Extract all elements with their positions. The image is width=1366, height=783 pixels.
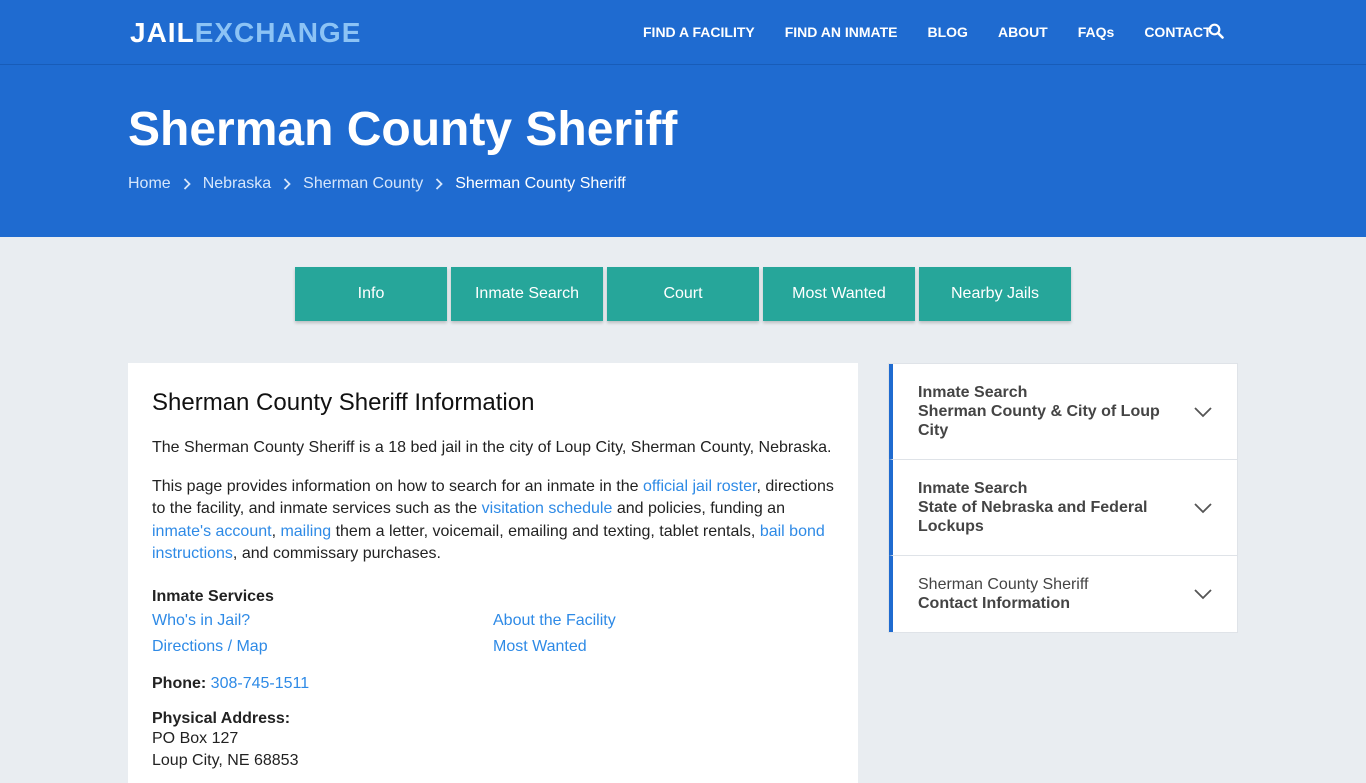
section-tabs: [295, 267, 1071, 321]
para-text: them a letter, voicemail, emailing and texting, tablet rentals,: [331, 522, 760, 540]
sidebar-accordion: [888, 363, 1238, 633]
description-paragraph: [152, 476, 834, 566]
accordion-item-inmate-search-state[interactable]: [889, 460, 1237, 556]
link-most-wanted[interactable]: Most Wanted: [493, 637, 587, 655]
address-line-2: Loup City, NE 68853: [152, 751, 299, 769]
accordion-item-inmate-search-county[interactable]: [889, 364, 1237, 460]
phone-row: [152, 675, 834, 693]
page-title: Sherman County Sheriff: [128, 103, 678, 156]
link-official-jail-roster[interactable]: official jail roster: [642, 477, 757, 495]
info-heading: Sherman County Sheriff Information: [152, 389, 535, 416]
link-mailing[interactable]: mailing: [280, 522, 332, 540]
para-text: , and commissary purchases.: [232, 545, 441, 562]
accordion-title: Inmate Search: [918, 384, 1028, 401]
main-nav: [628, 0, 1227, 64]
logo[interactable]: [130, 17, 361, 49]
link-visitation-schedule[interactable]: visitation schedule: [481, 500, 613, 517]
para-text: ,: [271, 522, 281, 540]
accordion-subtitle: Sherman County & City of Loup City: [918, 403, 1160, 439]
address-label: Physical Address:: [152, 709, 291, 727]
nav-faqs[interactable]: FAQs: [1077, 24, 1115, 40]
tab-inmate-search[interactable]: Inmate Search: [451, 267, 603, 321]
accordion-item-contact-info[interactable]: [889, 556, 1237, 632]
accordion-subtitle: State of Nebraska and Federal Lockups: [918, 499, 1148, 535]
nav-about[interactable]: ABOUT: [997, 24, 1048, 40]
intro-text: The Sherman County Sheriff is a 18 bed jail in the city of Loup City, Sherman County, Nebraska.: [152, 439, 832, 456]
chevron-right-icon: [277, 176, 297, 192]
tab-most-wanted[interactable]: Most Wanted: [763, 267, 915, 321]
chevron-right-icon: [177, 176, 197, 192]
breadcrumb-county[interactable]: Sherman County: [303, 175, 424, 192]
link-directions-map[interactable]: Directions / Map: [152, 637, 268, 655]
nav-contact[interactable]: CONTACT: [1144, 24, 1212, 40]
inmate-services-title: Inmate Services: [152, 587, 274, 605]
nav-blog[interactable]: BLOG: [927, 24, 968, 40]
breadcrumb: [128, 175, 626, 193]
tab-info[interactable]: Info: [295, 267, 447, 321]
link-bail-bond-instructions[interactable]: bail bond instructions: [152, 522, 825, 562]
phone-link[interactable]: 308-745-1511: [210, 674, 310, 692]
tab-nearby-jails[interactable]: Nearby Jails: [919, 267, 1071, 321]
address-line-1: PO Box 127: [152, 729, 239, 747]
chevron-right-icon: [429, 176, 449, 192]
hero-banner: [0, 65, 1366, 237]
top-navbar: [0, 0, 1366, 65]
breadcrumb-current: Sherman County Sheriff: [455, 175, 626, 192]
inmate-services-links: [152, 610, 834, 658]
link-about-facility[interactable]: About the Facility: [493, 611, 616, 629]
link-inmate-account[interactable]: inmate's account: [152, 522, 272, 540]
nav-find-inmate[interactable]: FIND AN INMATE: [784, 24, 898, 40]
para-text: and policies, funding an: [612, 500, 785, 517]
chevron-down-icon: [1193, 502, 1213, 514]
breadcrumb-state[interactable]: Nebraska: [202, 175, 272, 192]
logo-part-exchange: EXCHANGE: [194, 17, 362, 48]
accordion-title: Inmate Search: [918, 480, 1028, 497]
para-text: This page provides information on how to search for an inmate in the: [152, 477, 643, 495]
accordion-title: Sherman County Sheriff: [918, 576, 1089, 593]
info-card: [128, 363, 858, 783]
breadcrumb-home[interactable]: Home: [128, 175, 171, 192]
phone-label: Phone:: [152, 674, 207, 692]
chevron-down-icon: [1193, 588, 1213, 600]
chevron-down-icon: [1193, 406, 1213, 418]
tab-court[interactable]: Court: [607, 267, 759, 321]
para-text: , directions to the facility, and inmate services such as the: [152, 477, 834, 517]
link-whos-in-jail[interactable]: Who's in Jail?: [152, 611, 251, 629]
search-icon[interactable]: [1208, 23, 1224, 39]
nav-find-facility[interactable]: FIND A FACILITY: [643, 24, 755, 40]
logo-part-jail: JAIL: [130, 17, 195, 48]
accordion-subtitle: Contact Information: [918, 595, 1070, 612]
